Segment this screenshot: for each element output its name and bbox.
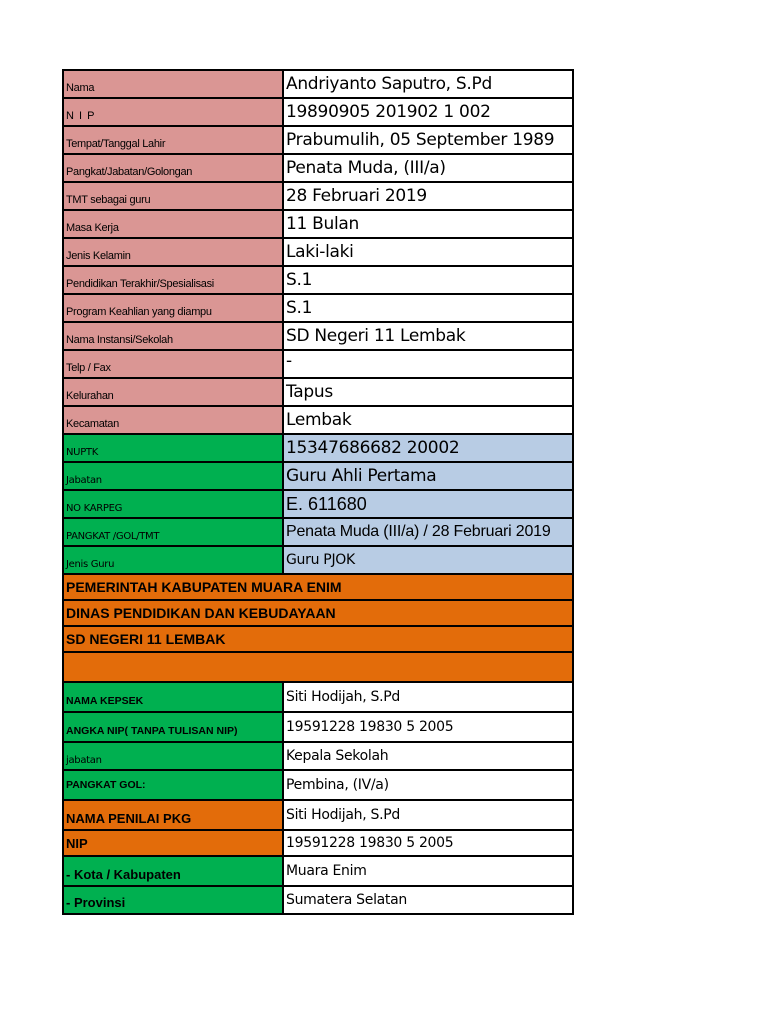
label-nip: N I P [64,99,284,125]
value-pangkat-gol-tmt: Penata Muda (III/a) / 28 Februari 2019 [284,519,572,545]
row-jenis-kelamin [62,237,574,265]
label-provinsi: - Provinsi [64,887,284,913]
heading-dinas-text: DINAS PENDIDIKAN DAN KEBUDAYAAN [66,605,336,621]
label-nama-kepsek: NAMA KEPSEK [64,683,284,711]
label-pangkat-gol-tmt: PANGKAT /GOL/TMT [64,519,284,545]
heading-pemerintah-text: PEMERINTAH KABUPATEN MUARA ENIM [66,579,342,595]
value-masa-kerja: 11 Bulan [284,211,572,237]
heading-sekolah-text: SD NEGERI 11 LEMBAK [66,631,226,647]
value-no-karpeg: E. 611680 [284,491,572,517]
value-instansi: SD Negeri 11 Lembak [284,323,572,349]
data-sheet-table [62,69,574,915]
row-nuptk [62,433,574,461]
row-pangkat-gol-tmt [62,517,574,545]
label-telp-fax: Telp / Fax [64,351,284,377]
value-pangkat: Penata Muda, (III/a) [284,155,572,181]
row-pangkat [62,153,574,181]
value-nuptk: 15347686682 20002 [284,435,572,461]
value-tempat-tanggal-lahir: Prabumulih, 05 September 1989 [284,127,572,153]
label-instansi: Nama Instansi/Sekolah [64,323,284,349]
label-nip-penilai: NIP [64,831,284,855]
label-jabatan: Jabatan [64,463,284,489]
label-pangkat-gol-kepsek: PANGKAT GOL: [64,771,284,799]
value-provinsi: Sumatera Selatan [284,887,572,913]
value-pangkat-gol-kepsek: Pembina, (IV/a) [284,771,572,799]
label-tmt: TMT sebagai guru [64,183,284,209]
value-jenis-guru: Guru PJOK [284,547,572,573]
label-jabatan-kepsek: jabatan [64,743,284,769]
value-angka-nip: 19591228 19830 5 2005 [284,713,572,741]
label-masa-kerja: Masa Kerja [64,211,284,237]
row-nip [62,97,574,125]
label-tempat-tanggal-lahir: Tempat/Tanggal Lahir [64,127,284,153]
row-nip-penilai [62,829,574,855]
value-pendidikan: S.1 [284,267,572,293]
label-kelurahan: Kelurahan [64,379,284,405]
label-jenis-kelamin: Jenis Kelamin [64,239,284,265]
label-nama-penilai: NAMA PENILAI PKG [64,801,284,829]
row-provinsi [62,885,574,915]
label-angka-nip: ANGKA NIP( TANPA TULISAN NIP) [64,713,284,741]
value-nama-kepsek: Siti Hodijah, S.Pd [284,683,572,711]
label-pangkat: Pangkat/Jabatan/Golongan [64,155,284,181]
value-nama-penilai: Siti Hodijah, S.Pd [284,801,572,829]
row-nama-penilai [62,799,574,829]
value-nama: Andriyanto Saputro, S.Pd [284,71,572,97]
row-instansi [62,321,574,349]
row-jenis-guru [62,545,574,573]
heading-pemerintah [62,573,574,599]
row-program-keahlian [62,293,574,321]
value-kota-kabupaten: Muara Enim [284,857,572,885]
value-jabatan: Guru Ahli Pertama [284,463,572,489]
heading-dinas [62,599,574,625]
label-pendidikan: Pendidikan Terakhir/Spesialisasi [64,267,284,293]
value-kecamatan: Lembak [284,407,572,433]
value-program-keahlian: S.1 [284,295,572,321]
value-kelurahan: Tapus [284,379,572,405]
row-kecamatan [62,405,574,433]
row-jabatan-kepsek [62,741,574,769]
heading-blank [62,651,574,681]
value-tmt: 28 Februari 2019 [284,183,572,209]
label-jenis-guru: Jenis Guru [64,547,284,573]
value-nip-penilai: 19591228 19830 5 2005 [284,831,572,855]
row-tmt [62,181,574,209]
value-jenis-kelamin: Laki-laki [284,239,572,265]
row-pendidikan [62,265,574,293]
row-angka-nip [62,711,574,741]
value-jabatan-kepsek: Kepala Sekolah [284,743,572,769]
row-nama [62,69,574,97]
row-pangkat-gol-kepsek [62,769,574,799]
label-kota-kabupaten: - Kota / Kabupaten [64,857,284,885]
row-telp-fax [62,349,574,377]
row-no-karpeg [62,489,574,517]
row-nama-kepsek [62,681,574,711]
label-program-keahlian: Program Keahlian yang diampu [64,295,284,321]
row-tempat-tanggal-lahir [62,125,574,153]
row-masa-kerja [62,209,574,237]
value-nip: 19890905 201902 1 002 [284,99,572,125]
label-kecamatan: Kecamatan [64,407,284,433]
value-telp-fax: - [284,351,572,377]
row-kelurahan [62,377,574,405]
heading-sekolah [62,625,574,651]
label-nama: Nama [64,71,284,97]
heading-blank-text [64,653,572,681]
row-kota-kabupaten [62,855,574,885]
label-no-karpeg: NO KARPEG [64,491,284,517]
row-jabatan [62,461,574,489]
label-nuptk: NUPTK [64,435,284,461]
